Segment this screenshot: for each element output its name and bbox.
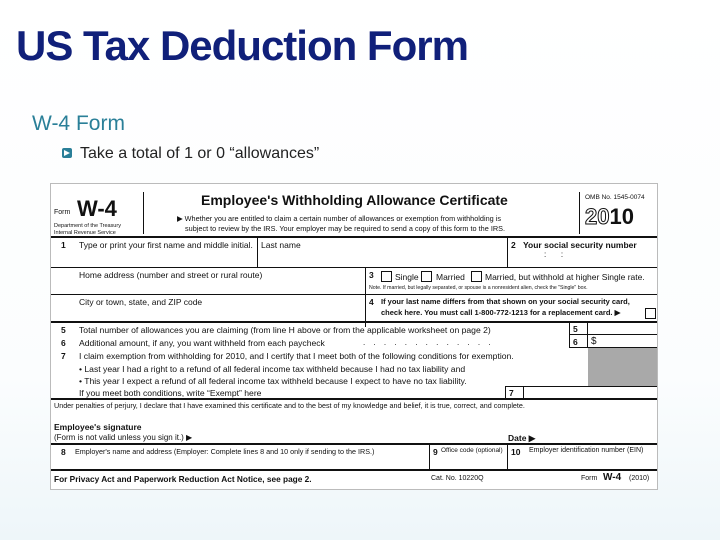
cat-number: Cat. No. 10220Q xyxy=(431,475,484,482)
line5-num: 5 xyxy=(61,325,66,335)
box5-label: 5 xyxy=(573,324,578,334)
line6-text: Additional amount, if any, you want withheld from each paycheck xyxy=(79,338,325,348)
line4-text1: If your last name differs from that shown on your social security card, xyxy=(381,297,630,306)
married-higher-label: Married, but withhold at higher Single rate. xyxy=(485,272,645,282)
agency-line2: Internal Revenue Service xyxy=(54,230,116,236)
line5-text: Total number of allowances you are claiming (from line H above or from the applicable worksheet on page 2) xyxy=(79,325,491,335)
line7-bullet-a: • Last year I had a right to a refund of all federal income tax withheld because I had no tax liability and xyxy=(79,364,466,374)
perjury-text: Under penalties of perjury, I declare that I have examined this certificate and to the best of my knowledge and belief, it is true, correct, and complete. xyxy=(54,401,525,410)
form-code: W-4 xyxy=(77,196,117,221)
footer-form-code: W-4 xyxy=(603,472,622,483)
name-differs-checkbox[interactable] xyxy=(645,308,656,319)
single-label: Single xyxy=(395,272,419,282)
last-name-label: Last name xyxy=(261,240,301,250)
bullet-text: Take a total of 1 or 0 “allowances” xyxy=(80,145,320,162)
line7-num: 7 xyxy=(61,351,66,361)
instructions-line1: ▶ Whether you are entitled to claim a certain number of allowances or exemption from withholding is xyxy=(177,214,501,223)
agency-line1: Department of the Treasury xyxy=(54,223,121,229)
date-label: Date ▶ xyxy=(508,433,536,443)
box7-label: 7 xyxy=(509,388,514,398)
signature-label: Employee's signature xyxy=(54,422,142,432)
line10-text: Employer identification number (EIN) xyxy=(529,447,644,454)
line6-num: 6 xyxy=(61,338,66,348)
line10-num: 10 xyxy=(511,447,521,457)
privacy-notice: For Privacy Act and Paperwork Reduction Act Notice, see page 2. xyxy=(54,474,312,484)
line1-label: Type or print your first name and middle initial. xyxy=(79,240,253,250)
line8-num: 8 xyxy=(61,447,66,457)
line1-num: 1 xyxy=(61,240,66,250)
married-label: Married xyxy=(436,272,465,282)
line2-num: 2 xyxy=(511,240,516,250)
line9-num: 9 xyxy=(433,447,438,457)
line3-num: 3 xyxy=(369,270,374,280)
w4-form-image: Form W-4 Department of the Treasury Internal Revenue Service Employee's Withholding Allowance Certificate ▶ Whether you are entitled to claim a certain number of allowances or exemption from withholding is subject to review by the IRS. Your employer may be required to send a copy of this form to the IRS. OMB No. 1545-0074 2010 1 Type or print your first name and middle initial. Last name 2 Your social security number : : Home address (number and street or rural route) 3 Single Married Married, but withhold at higher Single rate. Note. If married, but legally separated, or spouse is a nonresident alien, check the "Single" box. City or town, state, and ZIP code 4 If your last name differs from that shown on your social security card, check here. You must call 1-800-772-1213 for a replacement card. ▶ 5 Total number of allowances you are claiming (from line H above or from the applicable worksheet on page 2) 6 Additional amount, if any, you want withheld from each paycheck . . . . . . . . . . . . . 7 I claim exemption from withholding for 2010, and I certify that I meet both of the following conditions for exemption. • Last year I had a right to a refund of all federal income tax withheld because I had no tax liability and • This year I expect a refund of all federal income tax withheld because I expect to have no tax liability. If you meet both conditions, write “Exempt” here 5 6 $ 7 Under penalties of perjury, I declare that I have examined this certificate and to the best of my knowledge and belief, it is true, correct, and complete. Employee's signature (Form is not valid unless you sign it.) ▶ Date ▶ 8 Employer's name and address (Employer: Complete lines 8 and 10 only if sending to the IRS.) 9 Office code (optional) 10 Employer identification number (EIN) For Privacy Act and Paperwork Reduction Act Notice, see page 2. Cat. No. 10220Q Form W-4 (2010) xyxy=(50,183,658,490)
line2-label: Your social security number xyxy=(523,240,637,250)
city-label: City or town, state, and ZIP code xyxy=(79,297,203,307)
line4-num: 4 xyxy=(369,297,374,307)
home-address-label: Home address (number and street or rural route) xyxy=(79,270,263,280)
bullet-icon xyxy=(62,148,72,158)
footer-year: (2010) xyxy=(629,475,650,482)
dollar-sign: $ xyxy=(591,336,597,347)
slide-title: US Tax Deduction Form xyxy=(16,22,468,69)
line4-text2: check here. You must call 1-800-772-1213 for a replacement card. ▶ xyxy=(381,308,621,317)
footer-form-word: Form xyxy=(581,475,598,482)
instructions-line2: subject to review by the IRS. Your employer may be required to send a copy of this form to the IRS. xyxy=(185,224,506,233)
bullet-item xyxy=(62,144,319,164)
married-checkbox[interactable] xyxy=(421,271,432,282)
line8-text: Employer's name and address (Employer: Complete lines 8 and 10 only if sending to the IRS.) xyxy=(75,447,375,456)
exempt-text: If you meet both conditions, write “Exempt” here xyxy=(79,388,262,398)
married-higher-checkbox[interactable] xyxy=(471,271,482,282)
shaded-area xyxy=(588,348,657,386)
signature-note: (Form is not valid unless you sign it.) ▶ xyxy=(54,433,193,442)
slide-subtitle: W-4 Form xyxy=(32,112,125,135)
line9-text: Office code (optional) xyxy=(441,447,503,454)
omb-number: OMB No. 1545-0074 xyxy=(585,194,645,201)
line7-bullet-b: • This year I expect a refund of all federal income tax withheld because I expect to have no tax liability. xyxy=(79,376,467,386)
form-year: 2010 xyxy=(585,204,634,229)
form-heading: Employee's Withholding Allowance Certificate xyxy=(201,192,508,208)
single-checkbox[interactable] xyxy=(381,271,392,282)
line7-text: I claim exemption from withholding for 2010, and I certify that I meet both of the following conditions for exemption. xyxy=(79,351,514,361)
box6-label: 6 xyxy=(573,337,578,347)
form-word: Form xyxy=(54,209,71,216)
note-text: Note. If married, but legally separated, or spouse is a nonresident alien, check the "Single" box. xyxy=(369,285,588,291)
